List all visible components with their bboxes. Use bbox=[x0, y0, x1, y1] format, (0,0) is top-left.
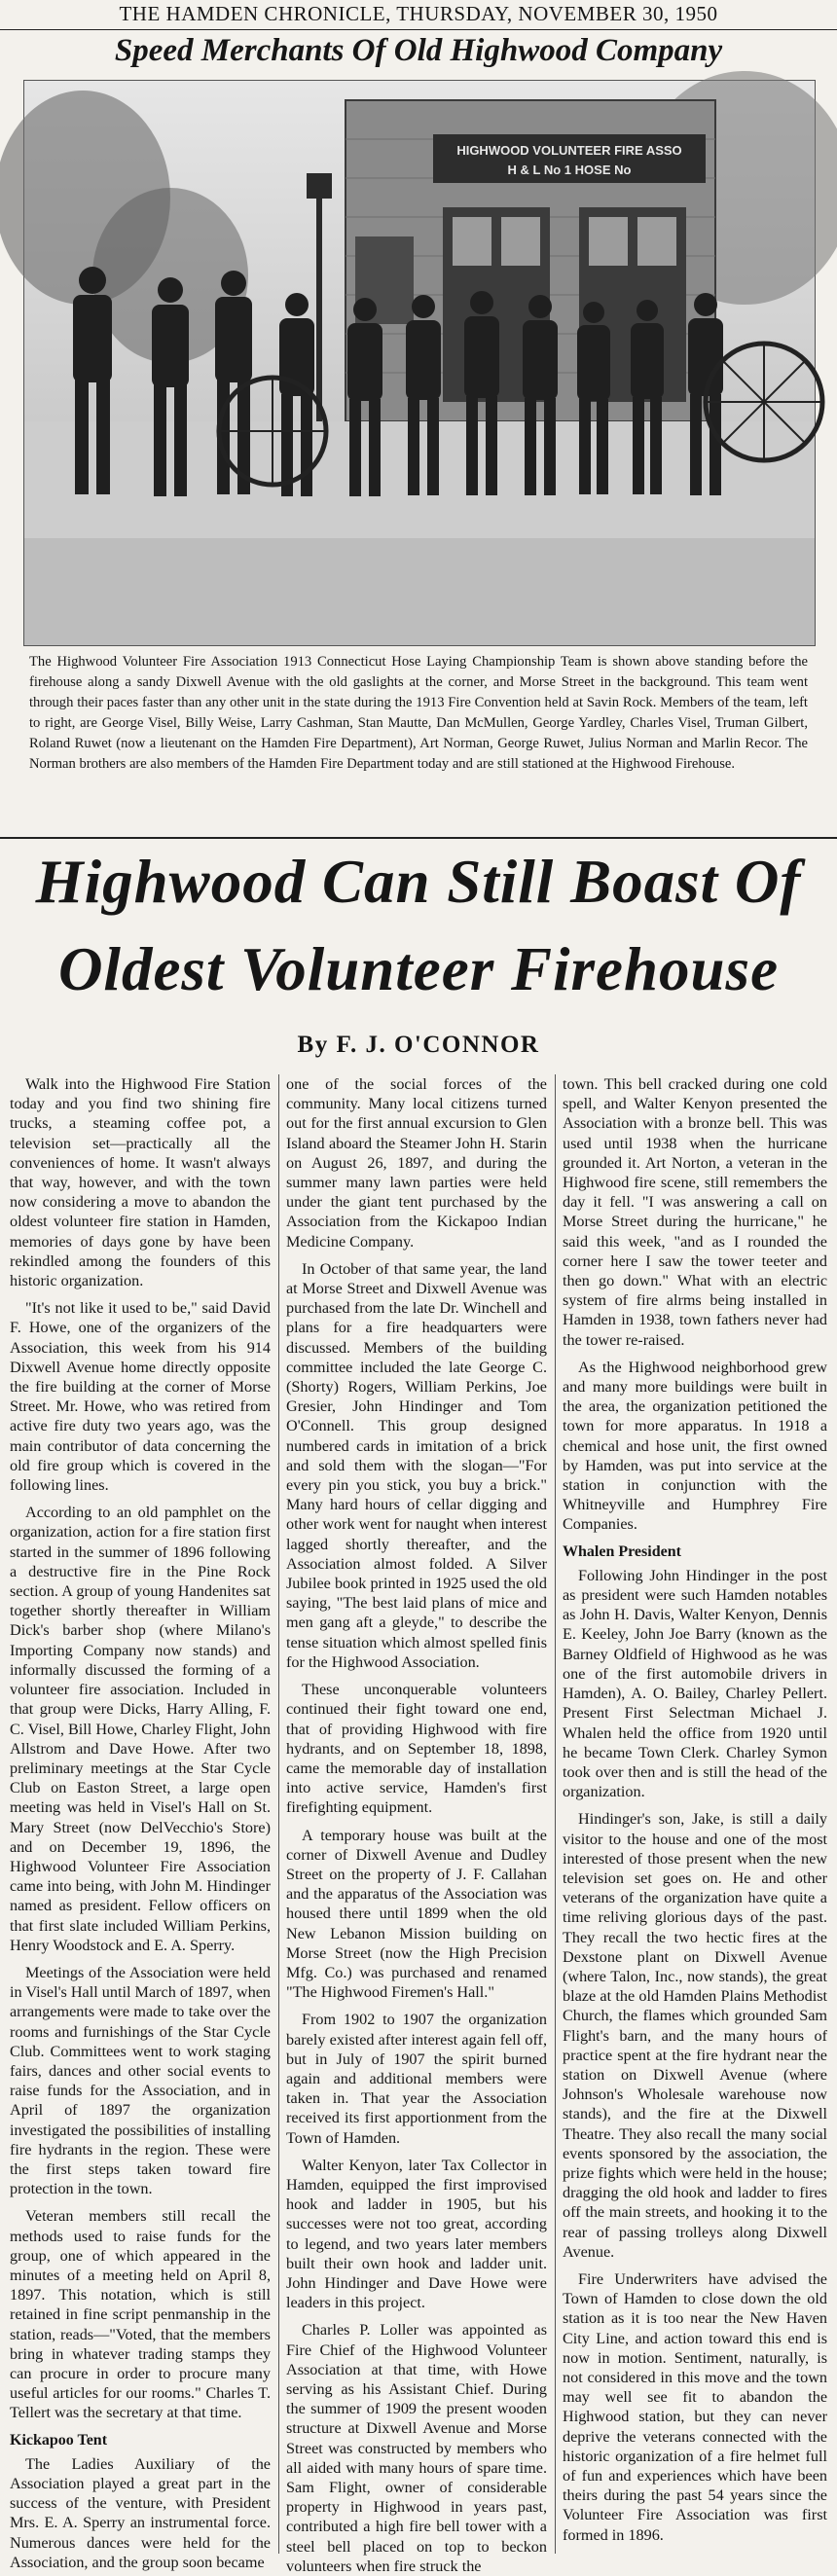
paragraph: The Ladies Auxiliary of the Association played a great part in the success of the venture, with President Mrs. E. A. Sperry an instrumental force. Numerous dances were held for the Association, and the group soon became bbox=[10, 2454, 271, 2571]
paragraph: Fire Underwriters have advised the Town of Hamden to close down the old station as it is too near the New Haven City Line, and action toward this end is now in motion. Sentiment, naturally, is not considered in this move and the town may well see fit to abandon the Highwood station, but they can never deprive the veterans connected with the historic organization of a fire helmet full of fun and experiences which have been theirs during the past 54 years since the Volunteer Fire Association was first formed in 1896. bbox=[563, 2269, 827, 2544]
paragraph: As the Highwood neighborhood grew and many more buildings were built in the area, the organization petitioned the town for more apparatus. In 1918 a chemical and hose unit, the first owned by Hamden, was put into service at the station in conjunction with the Whitneyville and Humphrey Fire Companies. bbox=[563, 1358, 827, 1534]
masthead: THE HAMDEN CHRONICLE, THURSDAY, NOVEMBER 30, 1950 bbox=[0, 2, 837, 30]
paragraph: Walter Kenyon, later Tax Collector in Hamden, equipped the first improvised hook and ladder in 1905, but his successes were not too great, according to legend, and two years later members built their own hook and ladder unit. John Hindinger and Dave Howe were leaders in this project. bbox=[286, 2156, 547, 2312]
section-divider bbox=[0, 837, 837, 839]
paragraph: These unconquerable volunteers continued their fight toward one end, that of providing Highwood with fire hydrants, and on September 18, 1898, came the memorable day of installation into active service, Hamden's first firefighting equipment. bbox=[286, 1681, 547, 1817]
article-column-2 bbox=[286, 1074, 547, 2575]
firehouse-sign-line2: H & L No 1 HOSE No bbox=[507, 163, 632, 177]
paragraph: Charles P. Loller was appointed as Fire Chief of the Highwood Volunteer Association at that time, with Howe serving as his Assistant Chief. During the summer of 1909 the present wooden structure at Dixwell Avenue and Morse Street was constructed by members who all aided with many hours of spare time. Sam Flight, owner of considerable property in Highwood in years past, contributed a high fire bell tower with a steel bell placed on top to beckon volunteers when fire struck the bbox=[286, 2321, 547, 2575]
paragraph: Meetings of the Association were held in Visel's Hall until March of 1897, when arrangements were made to take over the rooms and furnishings of the Star Cycle Club. Committees went to work staging fairs, dances and other social events to raise funds for the Association, and in April of 1897 the organization investigated the possibilities of installing fire hydrants in the region. These were the first steps taken toward fire protection in the town. bbox=[10, 1963, 271, 2198]
byline: By F. J. O'CONNOR bbox=[297, 1032, 540, 1058]
photo-headline: Speed Merchants Of Old Highwood Company bbox=[114, 33, 723, 68]
paragraph: town. This bell cracked during one cold spell, and Walter Kenyon presented the Association with a bronze bell. This was used until 1938 when the hurricane grounded it. Art Norton, a veteran in the Highwood fire scene, still remembers the day it fell. "I was answering a call on Morse Street during the hurricane," he said this week, "and as I rounded the corner here I saw the tower teeter and then go down." What with an electric system of fire alrms being installed in Hamden in 1938, town fathers never had the tower re-raised. bbox=[563, 1075, 827, 1349]
article-column-1 bbox=[10, 1074, 271, 2571]
paragraph: Following John Hindinger in the post as president were such Hamden notables as John H. Davis, Walter Kenyon, Dennis E. Keeley, John Joe Barry (known as the Barney Oldfield of Highwood as he was one of the first automobile drivers in Hamden), A. O. Bailey, Charley Pellert. Present First Selectman Michael J. Whalen held the office from 1920 until he became Town Clerk. Charley Symon took over then and is still the head of the organization. bbox=[563, 1566, 827, 1801]
team-photo bbox=[23, 80, 816, 646]
paragraph: Hindinger's son, Jake, is still a daily visitor to the house and one of the most interested of those present when the new television set goes on. He and other veterans of the organization have quite a time reliving glorious days of the past. They recall the two hectic fires at the Dexstone plant on Dixwell Avenue (where Talon, Inc., now stands), the great blaze at the old Hamden Plains Methodist Church, the flames which grounded Sam Flight's barn, and the many hours of practice spent at the fire hydrant near the station on Dixwell Avenue (where Johnson's Wholesale warehouse now stands), and the fire at the Dixwell Theatre. They also recall the many social events sponsored by the association, the prize fights which were held in the house; dragging the old hook and ladder to fires off the main streets, and hooking it to the rear of passing trolleys along Dixwell Avenue. bbox=[563, 1810, 827, 2261]
headline-line2: Oldest Volunteer Firehouse bbox=[57, 935, 780, 1003]
paragraph: According to an old pamphlet on the organization, action for a fire station first started in the summer of 1896 following a destructive fire in the Pine Rock section. A group of young Handenites sat together shortly thereafter in William Dick's barber shop (where Milano's Importing Company now stands) and informally discussed the forming of a volunteer fire association. Included in that group were Dicks, Harry Alling, F. C. Visel, Bill Howe, Charley Flight, John Allstrom and Dave Howe. After two preliminary meetings at the Star Cycle Club on Easton Street, a large open meeting was held in Visel's Hall on St. Mary Street (now DelVecchio's Store) and on December 19, 1896, the Highwood Volunteer Fire Association came into being, with John M. Hindinger named as president. Fellow officers on that first slate included William Perkins, Henry Woodstock and E. A. Sperry. bbox=[10, 1504, 271, 1954]
subhead: Whalen President bbox=[563, 1542, 681, 1560]
subhead: Kickapoo Tent bbox=[10, 2431, 108, 2449]
paragraph: From 1902 to 1907 the organization barely existed after interest again fell off, but in July of 1907 the spirit burned again and additional members were taken in. That year the Association received its first apportionment from the Town of Hamden. bbox=[286, 2011, 547, 2147]
headline-line1: Highwood Can Still Boast Of bbox=[35, 848, 802, 916]
paragraph: In October of that same year, the land at Morse Street and Dixwell Avenue was purchased from the late Dr. Winchell and plans for a fire headquarters were discussed. Members of the building committee included the late George C. (Shorty) Rogers, William Perkins, Joe Gresier, John Hindinger and Tom O'Connell. This group designed numbered cards in imitation of a brick and sold them with the slogan—"For every pin you stick, you buy a brick." Many hard hours of cellar digging and other work went for naught when interest lagged shortly thereafter, and the Association almost folded. A Silver Jubilee book printed in 1925 used the old saying, "The best laid plans of mice and men gang aft a gleyde," to describe the tense situation which almost spelled finis for the Highwood Association. bbox=[286, 1259, 547, 1671]
column-divider bbox=[555, 1074, 556, 2554]
firehouse-sign-line1: HIGHWOOD VOLUNTEER FIRE ASSO bbox=[456, 143, 682, 158]
paragraph: "It's not like it used to be," said David F. Howe, one of the organizers of the Association, this week from his 914 Dixwell Avenue home directly opposite the fire building at the corner of Morse Street. Mr. Howe, who was retired from active fire duty two years ago, was the main contributor of data concerning the old fire group which is covered in the following lines. bbox=[10, 1299, 271, 1495]
article-column-3 bbox=[563, 1074, 827, 2558]
photo-caption: The Highwood Volunteer Fire Association 1913 Connecticut Hose Laying Championship Team is shown above standing before the firehouse along a sandy Dixwell Avenue with the old gaslights at the corner, and Morse Street in the background. This team went through their paces faster than any other unit in the state during the 1913 Fire Convention held at Savin Rock. Members of the team, left to right, are George Visel, Billy Weise, Larry Cashman, Stan Mautte, Dan McMullen, George Yardley, Charles Visel, Truman Gilbert, Roland Ruwet (now a lieutenant on the Hamden Fire Department), Art Norman, George Ruwet, Julius Norman and Marlin Recor. The Norman brothers are also members of the Hamden Fire Department today and are still stationed at the Highwood Firehouse. bbox=[29, 654, 808, 772]
paragraph: Veteran members still recall the methods used to raise funds for the group, one of which appeared in the minutes of a meeting held on April 8, 1897. This notation, which is still retained in fine script penmanship in the station, reads—"Voted, that the members bring in whatever trading stamps they can procure in order to procure many useful articles for our rooms." Charles T. Tellert was the secretary at that time. bbox=[10, 2207, 271, 2422]
paragraph: one of the social forces of the community. Many local citizens turned out for the first annual excursion to Glen Island aboard the Steamer John H. Starin on August 26, 1897, and during the summer many lawn parties were held under the giant tent purchased by the Association from the Kickapoo Indian Medicine Company. bbox=[286, 1075, 547, 1251]
paragraph: A temporary house was built at the corner of Dixwell Avenue and Dudley Street on the property of J. F. Callahan and the apparatus of the Association was housed there until 1899 when the old New Lebanon Mission building on Morse Street (now the High Precision Mfg. Co.) was purchased and renamed "The Highwood Firemen's Hall." bbox=[286, 1826, 547, 2002]
column-divider bbox=[278, 1074, 279, 2554]
paragraph: Walk into the Highwood Fire Station today and you find two shining fire trucks, a steaming coffee pot, a television set—practically all the conveniences of home. It wasn't always that way, however, and with the town now considering a move to abandon the oldest volunteer fire station in Hamden, memories of days gone by have been rekindled among the founders of this historic organization. bbox=[10, 1075, 271, 1290]
team-photo-illustration bbox=[24, 81, 815, 645]
